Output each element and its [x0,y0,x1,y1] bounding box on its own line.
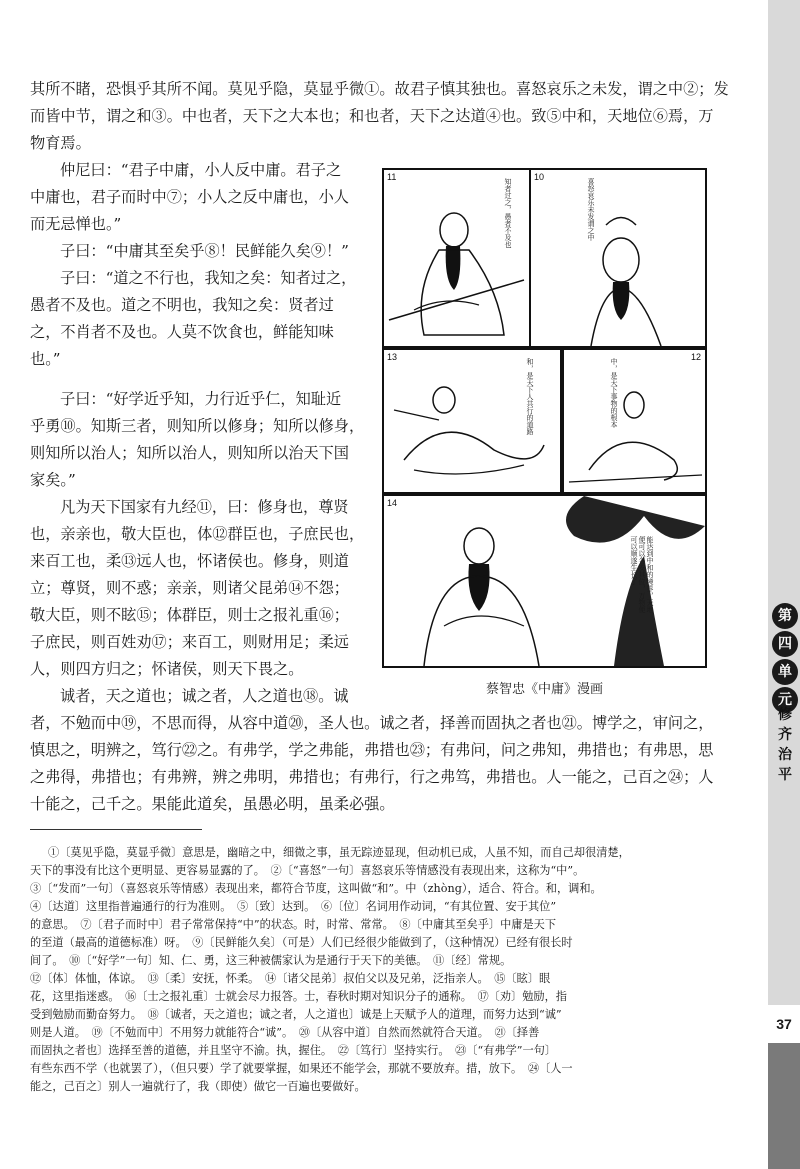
text-line: 慎思之，明辨之，笃行㉒之。有弗学，学之弗能，弗措也㉓；有弗问，问之弗知，弗措也；有弗思，思 [30,741,714,759]
footnote-line: ④〔达道〕这里指普遍通行的行为准则。 ⑤〔致〕达到。 ⑥〔位〕名词用作动词，“有其位置、安于其位” [30,900,557,913]
comic-panel-11 [382,168,531,348]
figure-caption: 蔡智忠《中庸》漫画 [485,682,603,697]
footnote-line: 有些东西不学（也就罢了），（但只要）学了就要掌握，如果还不能学会，那就不要放弃。措，放下。 ㉔〔人一 [30,1062,573,1075]
panel-caption: 喜怒哀乐未发谓之中 [587,178,595,241]
footnote-line: 则是人道。 ⑲〔不勉而中〕不用努力就能符合“诚”。 ⑳〔从容中道〕自然而然就符合天道。 ㉑〔择善 [30,1026,540,1039]
panel-number: 14 [387,498,398,508]
footnote-rule [30,829,202,830]
text-line: 子曰：“中庸其至矣乎⑧！民鲜能久矣⑨！” [60,242,349,260]
comic-figure [382,168,707,668]
unit-tab-3: 单 [772,659,798,685]
scholar-tree-drawing [384,496,705,666]
panel-caption: 能达到中和的境界，天地便可以各安其位，万物便可以顺遂生长了 [630,536,654,613]
panel-number: 12 [690,352,701,362]
text-line: 而无忌惮也。” [30,215,122,233]
text-line: 十能之，己千之。果能此道矣，虽愚必明，虽柔必强。 [30,795,395,813]
footnote-line: 的意思。 ⑦〔君子而时中〕君子常常保持“中”的状态。时，时常、常常。 ⑧〔中庸其至矣乎〕中庸是天下 [30,918,557,931]
panel-caption: 知者过之，愚者不及也 [504,178,512,248]
panel-caption: 和，是天下人共行的道路 [526,358,534,435]
footnote-line: 天下的事没有比这个更明显、更容易显露的了。 ②〔“喜怒”一句〕喜怒哀乐等情感没有表现出来，这称为“中”。 [30,864,585,877]
margin-dark-block [768,1043,800,1169]
page-number: 37 [768,1005,800,1043]
text-line: 之，不肖者不及也。人莫不饮食也，鲜能知味 [30,323,334,341]
panel-number: 13 [387,352,398,362]
unit-tab-1: 第 [772,603,798,629]
footnote-line: 而固执之者也〕选择至善的道德，并且坚守不渝。执，握住。 ㉒〔笃行〕坚持实行。 ㉓〔“有弗学”一句〕 [30,1044,557,1057]
panel-caption: 中，是天下事物的根本 [610,358,618,428]
text-line: 家矣。” [30,471,76,489]
text-line: 也，亲亲也，敬大臣也，体⑫群臣也，子庶民也， [30,525,365,543]
panel-number: 10 [534,172,545,182]
text-line: 中庸也，君子而时中⑦；小人之反中庸也，小人 [30,188,349,206]
footnote-line: ③〔“发而”一句〕（喜怒哀乐等情感）表现出来，都符合节度，这叫做“和”。中（zhòng），适合、符合。和，调和。 [30,882,602,895]
text-line: 而皆中节，谓之和③。中也者，天下之大本也；和也者，天下之达道④也。致⑤中和，天地位⑥焉，万 [30,107,714,125]
text-line: 立；尊贤，则不惑；亲亲，则诸父昆弟⑭不怨； [30,579,349,597]
text-line: 物育焉。 [30,134,91,152]
text-line: 乎勇⑩。知斯三者，则知所以修身；知所以修身， [30,417,365,435]
text-line: 则知所以治人；知所以治人，则知所以治天下国 [30,444,349,462]
text-line: 诚者，天之道也；诚之者，人之道也⑱。诚 [60,687,349,705]
comic-panel-13 [382,348,562,494]
unit-tab-4: 元 [772,687,798,713]
text-line: 敬大臣，则不眩⑮；体群臣，则士之报礼重⑯； [30,606,349,624]
unit-tab-2: 四 [772,631,798,657]
text-line: 者，不勉而中⑲，不思而得，从容中道⑳，圣人也。诚之者，择善而固执之者也㉑。博学之，审问之， [30,714,714,732]
footnote-line: 间了。 ⑩〔“好学”一句〕知、仁、勇，这三种被儒家认为是通行于天下的美德。 ⑪〔经〕常规。 [30,954,512,967]
unit-title: 修齐治平 [778,707,792,783]
text-line: 凡为天下国家有九经⑪，曰：修身也，尊贤 [60,498,349,516]
comic-panel-12 [562,348,707,494]
footnote-line: 的至道（最高的道德标准）呀。 ⑨〔民鲜能久矣〕（可是）人们已经很少能做到了，（这种情况）已经有很长时 [30,936,573,949]
margin-strip [768,0,800,1169]
comic-panel-14 [382,494,707,668]
text-line: 子曰：“好学近乎知，力行近乎仁，知耻近 [60,390,342,408]
text-line: 来百工也，柔⑬远人也，怀诸侯也。修身，则道 [30,552,349,570]
text-line: 人，则四方归之；怀诸侯，则天下畏之。 [30,660,304,678]
footnote-line: ⑫〔体〕体恤，体谅。 ⑬〔柔〕安抚，怀柔。 ⑭〔诸父昆弟〕叔伯父以及兄弟，泛指亲人。 ⑮〔眩〕眼 [30,972,551,985]
footnote-line: 受到勉励而勤奋努力。 ⑱〔诚者，天之道也；诚之者，人之道也〕诚是上天赋予人的道理，而努力达到“诚” [30,1008,562,1021]
comic-panel-10 [529,168,707,348]
text-line: 仲尼曰：“君子中庸，小人反中庸。君子之 [60,161,342,179]
footnote-line: 能之，己百之〕别人一遍就行了，我（即使）做它一百遍也要做好。 [30,1080,366,1093]
text-line: 子曰：“道之不行也，我知之矣：知者过之， [60,269,357,287]
text-line: 其所不睹，恐惧乎其所不闻。莫见乎隐，莫显乎微①。故君子慎其独也。喜怒哀乐之未发，谓之中②；发 [30,80,729,98]
footnote-line: 花，这里指迷惑。 ⑯〔士之报礼重〕士就会尽力报答。士，春秋时期对知识分子的通称。 ⑰〔劝〕勉励，指 [30,990,567,1003]
footnote-line: ①〔莫见乎隐，莫显乎微〕意思是，幽暗之中，细微之事，虽无踪迹显现，但动机已成，人虽不知，而自己却很清楚， [48,846,630,859]
text-line: 子庶民，则百姓劝⑰；来百工，则财用足；柔远 [30,633,349,651]
text-line: 之弗得，弗措也；有弗辨，辨之弗明，弗措也；有弗行，行之弗笃，弗措也。人一能之，己百之㉔；人 [30,768,714,786]
text-line: 愚者不及也。道之不明也，我知之矣：贤者过 [30,296,334,314]
panel-number: 11 [387,172,397,182]
text-line: 也。” [30,350,61,368]
